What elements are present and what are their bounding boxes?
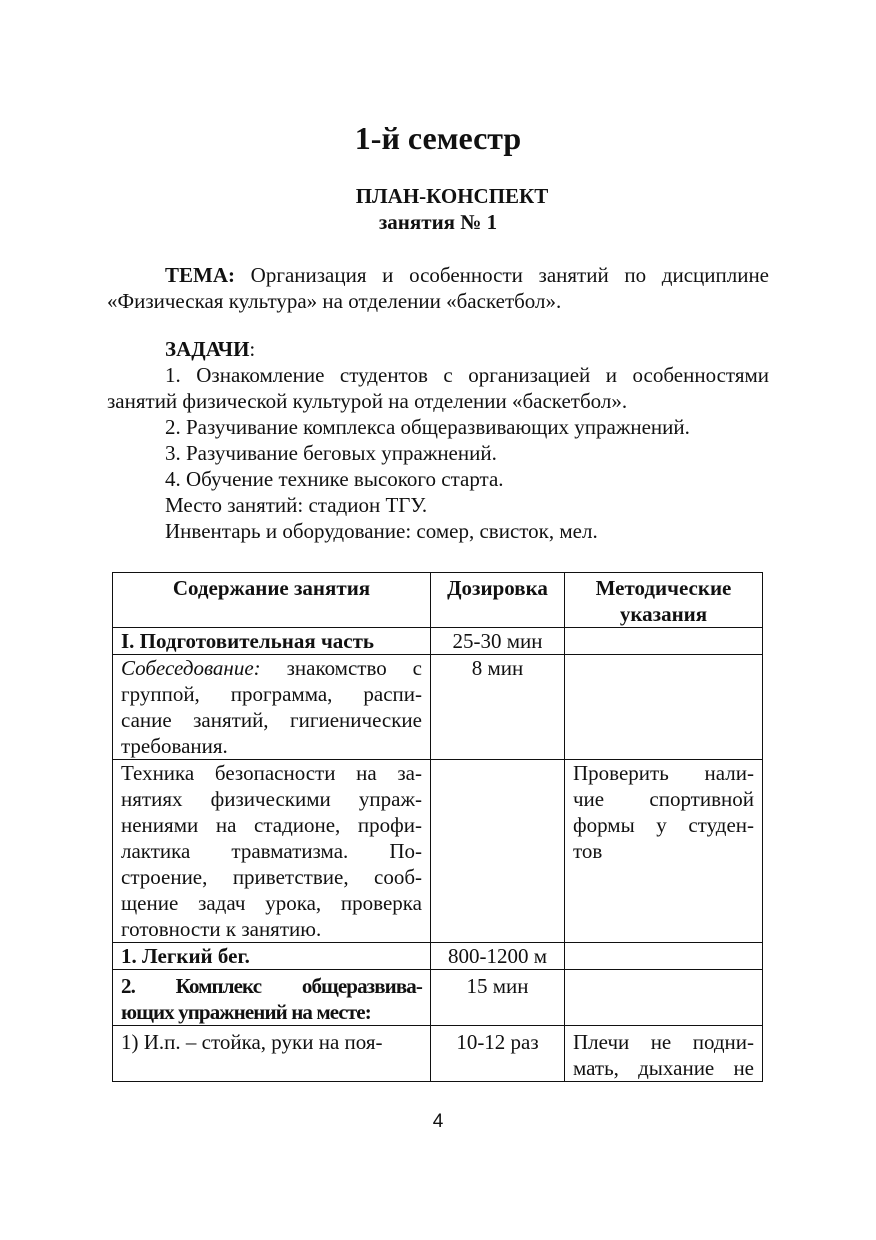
table-header-row <box>113 573 763 628</box>
lesson-place: Место занятий: стадион ТГУ. <box>165 493 428 517</box>
lesson-equipment: Инвентарь и оборудование: сомер, свисток, мел. <box>165 519 598 543</box>
row-content-line: ющих упражнений на месте: <box>121 1000 371 1024</box>
theme-text-1: Организация и особенности занятий по дисциплине <box>250 263 770 287</box>
row-notes-line: формы у студен- <box>573 813 754 837</box>
page-number: 4 <box>432 1111 444 1132</box>
task-2: 2. Разучивание комплекса общеразвивающих упражнений. <box>165 415 690 439</box>
row-notes-line: Плечи не подни- <box>573 1030 754 1054</box>
row-content: I. Подготовительная часть <box>113 628 431 655</box>
row-content <box>113 1026 431 1082</box>
row-notes-line: Проверить нали- <box>573 761 754 785</box>
table-row <box>113 628 763 655</box>
row-notes <box>565 970 763 1026</box>
row-notes-line: мать, дыхание не <box>573 1056 754 1080</box>
row-content: 1. Легкий бег. <box>113 943 431 970</box>
row-content-line: строение, приветствие, сооб- <box>121 865 422 889</box>
semester-title: 1-й семестр <box>354 120 522 156</box>
plan-title: ПЛАН-КОНСПЕКТ <box>355 184 549 208</box>
row-dosage: 15 мин <box>431 970 565 1026</box>
row-notes <box>565 943 763 970</box>
tasks-colon: : <box>249 337 256 361</box>
row-content-line: нятиях физическими упраж- <box>121 787 422 811</box>
row-dosage: 25-30 мин <box>431 628 565 655</box>
row-content-text: знакомство с <box>260 656 422 680</box>
tasks-section <box>107 336 769 544</box>
table-row <box>113 655 763 760</box>
row-content-line: щение задач урока, проверка <box>121 891 422 915</box>
theme-line-1 <box>107 262 769 288</box>
row-content-line: сание занятий, гигиенические <box>121 708 422 732</box>
row-dosage: 800-1200 м <box>431 943 565 970</box>
table-row <box>113 943 763 970</box>
task-3: 3. Разучивание беговых упражнений. <box>165 441 497 465</box>
task-4: 4. Обучение технике высокого старта. <box>165 467 504 491</box>
header-notes-line-1: Методические <box>595 576 732 600</box>
row-notes-line: тов <box>573 839 603 863</box>
task-1-line-2: занятий физической культурой на отделении «баскетбол». <box>107 389 628 413</box>
row-content-italic: Собеседование: <box>121 656 261 680</box>
header-dosage: Дозировка <box>431 573 565 628</box>
row-notes-line: чие спортивной <box>573 787 754 811</box>
theme-text-2: «Физическая культура» на отделении «баскетбол». <box>107 289 562 313</box>
row-content-line: требования. <box>121 734 228 758</box>
row-content <box>113 655 431 760</box>
header-notes <box>565 573 763 628</box>
header-notes-line-2: указания <box>619 602 708 626</box>
theme-label: ТЕМА: <box>165 263 235 287</box>
theme-paragraph <box>107 262 769 314</box>
table-row <box>113 970 763 1026</box>
tasks-heading <box>107 336 769 362</box>
row-notes <box>565 760 763 943</box>
task-1-line-1: 1. Ознакомление студентов с организацией и особенностями <box>165 363 769 387</box>
header-content: Содержание занятия <box>113 573 431 628</box>
table-row <box>113 760 763 943</box>
row-content-line: Техника безопасности на за- <box>121 761 422 785</box>
row-dosage <box>431 760 565 943</box>
row-notes <box>565 628 763 655</box>
lesson-plan-table <box>112 572 763 1082</box>
row-content-line <box>121 655 422 681</box>
row-notes <box>565 1026 763 1082</box>
row-content-line: лактика травматизма. По- <box>121 839 422 863</box>
row-content-line: 1) И.п. – стойка, руки на поя- <box>121 1030 383 1054</box>
lesson-number: занятия № 1 <box>378 210 498 234</box>
row-content-line: группой, программа, распи- <box>121 682 422 706</box>
tasks-label: ЗАДАЧИ <box>165 337 250 361</box>
row-content <box>113 760 431 943</box>
row-content-line: готовности к занятию. <box>121 917 322 941</box>
row-content <box>113 970 431 1026</box>
row-notes <box>565 655 763 760</box>
row-dosage: 8 мин <box>431 655 565 760</box>
table-row <box>113 1026 763 1082</box>
row-content-line: нениями на стадионе, профи- <box>121 813 422 837</box>
row-content-line: 2. Комплекс общеразвива- <box>121 974 422 998</box>
row-dosage: 10-12 раз <box>431 1026 565 1082</box>
